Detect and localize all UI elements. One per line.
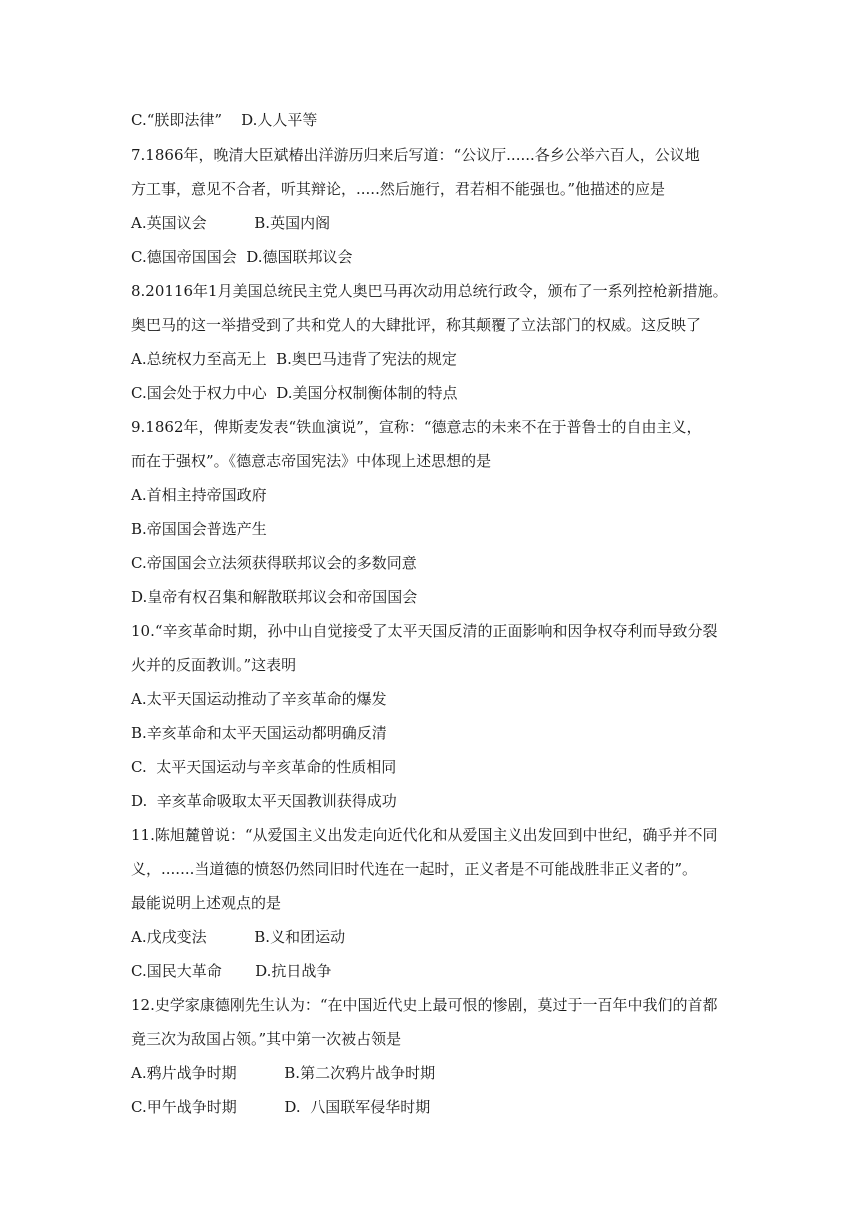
question-10-option-d: D. 辛亥革命吸取太平天国教训获得成功 (131, 792, 397, 810)
question-9-option-a: A.首相主持帝国政府 (131, 486, 267, 504)
question-8-options-cd: C.国会处于权力中心 D.美国分权制衡体制的特点 (131, 384, 458, 402)
question-10-option-b: B.辛亥革命和太平天国运动都明确反清 (131, 724, 387, 742)
question-10-option-a: A.太平天国运动推动了辛亥革命的爆发 (131, 690, 387, 708)
question-10-option-c: C. 太平天国运动与辛亥革命的性质相同 (131, 758, 397, 776)
question-8-options-ab: A.总统权力至高无上 B.奥巴马违背了宪法的规定 (131, 350, 457, 368)
question-9-option-b: B.帝国国会普选产生 (131, 520, 267, 538)
question-11-stem-line2: 义，.......当道德的愤怒仍然同旧时代连在一起时，正义者是不可能战胜非正义者的”。 (131, 860, 698, 878)
question-9-stem-line1: 9.1862年，俾斯麦发表“铁血演说”，宣称：“德意志的未来不在于普鲁士的自由主义， (131, 418, 702, 436)
question-8-stem-line1: 8.20116年1月美国总统民主党人奥巴马再次动用总统行政令，颁布了一系列控枪新措施。 (131, 282, 728, 300)
question-11-options-ab: A.戊戌变法 B.义和团运动 (131, 928, 346, 946)
question-11-options-cd: C.国民大革命 D.抗日战争 (131, 962, 332, 980)
question-7-stem-line1: 7.1866年，晚清大臣斌椿出洋游历归来后写道：“公议厅......各乡公举六百人，公议地 (131, 146, 700, 164)
question-7-options-cd: C.德国帝国国会 D.德国联邦议会 (131, 248, 353, 266)
question-12-options-cd: C.甲午战争时期 D. 八国联军侵华时期 (131, 1098, 431, 1116)
question-9-option-c: C.帝国国会立法须获得联邦议会的多数同意 (131, 554, 417, 572)
question-12-stem-line2: 竟三次为敌国占领。”其中第一次被占领是 (131, 1030, 402, 1048)
question-7-stem-line2: 方工事，意见不合者，听其辩论，.....然后施行，君若相不能强也。”他描述的应是 (131, 180, 666, 198)
question-9-stem-line2: 而在于强权”。《德意志帝国宪法》中体现上述思想的是 (131, 452, 492, 470)
question-9-option-d: D.皇帝有权召集和解散联邦议会和帝国国会 (131, 588, 418, 606)
question-10-stem-line2: 火并的反面教训。”这表明 (131, 656, 297, 674)
question-7-options-ab: A.英国议会 B.英国内阁 (131, 214, 331, 232)
question-8-stem-line2: 奥巴马的这一举措受到了共和党人的大肆批评，称其颠覆了立法部门的权威。这反映了 (131, 316, 702, 334)
question-10-stem-line1: 10.“辛亥革命时期，孙中山自觉接受了太平天国反清的正面影响和因争权夺利而导致分裂 (131, 622, 718, 640)
answer-options-q6-cd: C.“朕即法律” D.人人平等 (131, 111, 318, 129)
question-12-options-ab: A.鸦片战争时期 B.第二次鸦片战争时期 (131, 1064, 436, 1082)
question-11-stem-line1: 11.陈旭麓曾说：“从爱国主义出发走向近代化和从爱国主义出发回到中世纪，确乎并不同 (131, 826, 718, 844)
question-12-stem-line1: 12.史学家康德刚先生认为：“在中国近代史上最可恨的惨剧，莫过于一百年中我们的首都 (131, 996, 718, 1014)
question-11-stem-line3: 最能说明上述观点的是 (131, 894, 282, 912)
